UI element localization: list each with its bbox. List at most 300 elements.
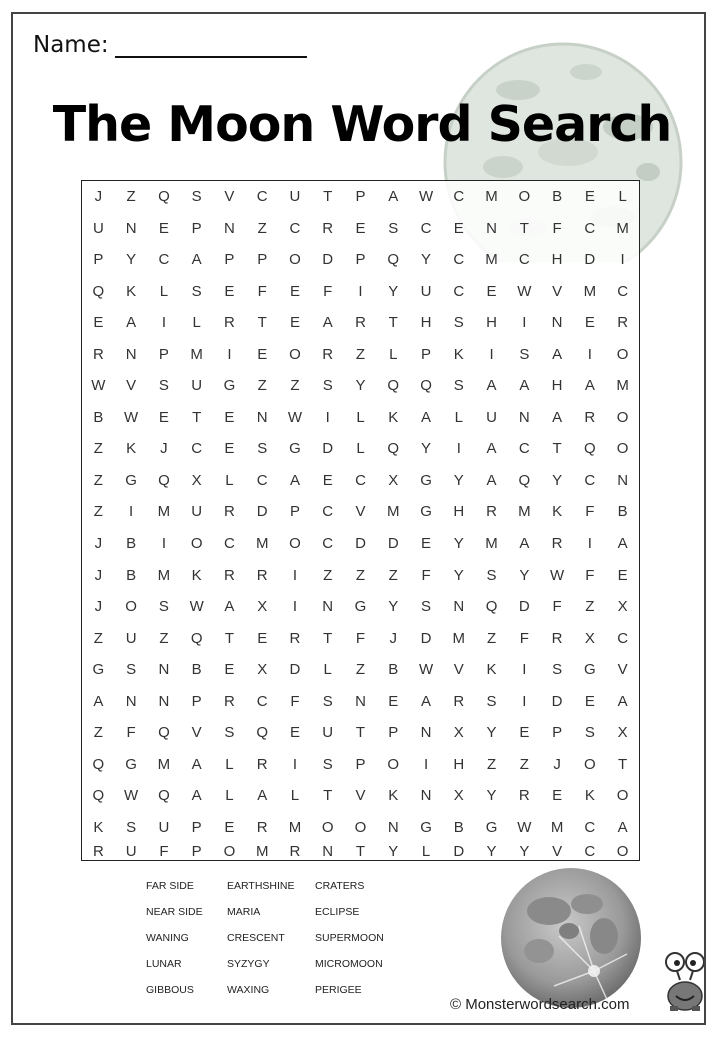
- grid-letter: A: [584, 377, 595, 395]
- grid-letter: R: [224, 692, 235, 710]
- grid-letter: A: [191, 755, 202, 773]
- grid-letter: T: [224, 629, 235, 647]
- word-list-item: ECLIPSE: [315, 906, 360, 918]
- grid-letter: K: [126, 440, 137, 458]
- grid-letter: P: [355, 755, 366, 773]
- grid-letter: D: [387, 535, 399, 553]
- grid-letter: H: [453, 755, 465, 773]
- grid-letter: V: [617, 661, 628, 679]
- grid-letter: C: [289, 219, 301, 237]
- grid-letter: I: [522, 314, 527, 332]
- grid-letter: F: [355, 629, 366, 647]
- grid-letter: Y: [126, 251, 137, 269]
- grid-letter: S: [453, 377, 464, 395]
- grid-letter: Y: [453, 471, 464, 489]
- grid-letter: S: [584, 724, 595, 742]
- grid-letter: N: [355, 692, 366, 710]
- grid-letter: P: [191, 818, 202, 836]
- grid-letter: W: [287, 408, 303, 426]
- grid-letter: G: [223, 377, 236, 395]
- grid-letter: K: [486, 661, 497, 679]
- grid-letter: N: [387, 818, 399, 836]
- grid-letter: I: [522, 692, 527, 710]
- grid-letter: A: [322, 314, 333, 332]
- grid-letter: I: [292, 598, 298, 616]
- grid-letter: C: [322, 535, 334, 553]
- grid-letter: L: [225, 755, 234, 773]
- grid-letter: R: [518, 787, 530, 805]
- grid-letter: B: [93, 408, 104, 426]
- grid-letter: B: [617, 503, 628, 521]
- grid-letter: P: [388, 724, 399, 742]
- grid-letter: M: [616, 377, 629, 395]
- grid-letter: A: [552, 345, 563, 363]
- grid-letter: O: [616, 787, 629, 805]
- grid-letter: H: [453, 503, 465, 521]
- grid-letter: E: [453, 219, 464, 237]
- grid-letter: X: [388, 471, 399, 489]
- grid-letter: Q: [387, 251, 400, 269]
- grid-letter: D: [322, 440, 334, 458]
- grid-letter: Y: [388, 842, 399, 860]
- grid-letter: K: [126, 282, 137, 300]
- grid-letter: S: [519, 345, 530, 363]
- grid-letter: M: [157, 503, 171, 521]
- grid-letter: I: [522, 661, 527, 679]
- grid-letter: J: [94, 566, 103, 584]
- grid-letter: K: [93, 818, 104, 836]
- grid-letter: F: [257, 282, 267, 300]
- grid-letter: P: [355, 188, 366, 206]
- grid-letter: D: [584, 251, 596, 269]
- grid-letter: P: [158, 345, 169, 363]
- grid-letter: P: [191, 219, 202, 237]
- grid-letter: C: [453, 251, 465, 269]
- grid-letter: O: [518, 188, 531, 206]
- grid-letter: E: [158, 219, 169, 237]
- grid-letter: E: [224, 282, 235, 300]
- grid-letter: G: [420, 471, 432, 489]
- grid-letter: B: [191, 661, 202, 679]
- grid-letter: X: [257, 598, 268, 616]
- grid-letter: U: [322, 724, 334, 742]
- word-list-item: WAXING: [227, 984, 270, 996]
- grid-letter: N: [224, 219, 235, 237]
- grid-letter: A: [486, 440, 497, 458]
- grid-letter: L: [389, 345, 398, 363]
- grid-letter: W: [418, 188, 434, 206]
- grid-letter: G: [125, 471, 137, 489]
- grid-letter: Y: [355, 377, 366, 395]
- grid-letter: I: [325, 408, 330, 426]
- grid-letter: R: [551, 535, 563, 553]
- grid-letter: E: [289, 282, 300, 300]
- grid-letter: N: [518, 408, 530, 426]
- grid-letter: T: [552, 440, 562, 458]
- grid-letter: Y: [453, 535, 464, 553]
- grid-letter: K: [552, 503, 563, 521]
- grid-letter: Z: [323, 566, 333, 584]
- grid-letter: C: [224, 535, 235, 553]
- grid-letter: E: [355, 219, 366, 237]
- grid-letter: G: [485, 818, 498, 836]
- grid-letter: D: [453, 842, 465, 860]
- grid-letter: E: [584, 314, 595, 332]
- grid-letter: Z: [93, 471, 103, 489]
- grid-letter: F: [159, 842, 169, 860]
- grid-letter: N: [125, 692, 137, 710]
- grid-letter: E: [257, 345, 268, 363]
- grid-letter: O: [223, 842, 236, 860]
- grid-letter: L: [159, 282, 169, 300]
- grid-letter: P: [93, 251, 104, 269]
- grid-letter: O: [354, 818, 367, 836]
- grid-letter: Q: [584, 440, 596, 458]
- grid-letter: P: [191, 842, 202, 860]
- grid-letter: T: [257, 314, 267, 332]
- grid-letter: H: [551, 377, 563, 395]
- grid-letter: C: [420, 219, 432, 237]
- grid-letter: R: [92, 345, 104, 363]
- grid-letter: T: [323, 188, 333, 206]
- grid-letter: E: [421, 535, 432, 553]
- grid-letter: W: [91, 377, 106, 395]
- grid-letter: M: [157, 566, 171, 584]
- grid-letter: M: [190, 345, 203, 363]
- word-list-item: NEAR SIDE: [146, 906, 203, 918]
- grid-letter: Y: [486, 842, 497, 860]
- grid-letter: R: [486, 503, 497, 521]
- grid-letter: O: [289, 345, 301, 363]
- grid-letter: Z: [585, 598, 595, 616]
- grid-letter: O: [289, 251, 301, 269]
- grid-letter: Z: [355, 345, 366, 363]
- grid-letter: Z: [93, 629, 103, 647]
- grid-letter: S: [552, 661, 563, 679]
- grid-letter: A: [617, 818, 628, 836]
- grid-letter: Z: [486, 629, 497, 647]
- name-write-line: [115, 34, 307, 58]
- grid-letter: F: [519, 629, 529, 647]
- grid-letter: R: [453, 692, 465, 710]
- grid-letter: D: [256, 503, 268, 521]
- grid-letter: J: [160, 440, 168, 458]
- grid-letter: I: [129, 503, 134, 521]
- grid-letter: A: [421, 408, 432, 426]
- word-list-item: PERIGEE: [315, 984, 362, 996]
- grid-letter: I: [358, 282, 363, 300]
- name-field-row: [33, 32, 307, 58]
- grid-letter: R: [256, 566, 268, 584]
- grid-letter: E: [584, 692, 595, 710]
- grid-letter: C: [355, 471, 366, 489]
- grid-letter: F: [552, 219, 562, 237]
- grid-letter: S: [158, 377, 169, 395]
- grid-letter: M: [485, 535, 498, 553]
- grid-letter: G: [92, 661, 105, 679]
- grid-letter: M: [288, 818, 302, 836]
- grid-letter: T: [192, 408, 202, 426]
- grid-letter: V: [552, 842, 563, 860]
- grid-letter: C: [518, 251, 530, 269]
- grid-letter: P: [257, 251, 268, 269]
- grid-letter: U: [191, 377, 203, 395]
- grid-letter: N: [420, 787, 432, 805]
- grid-letter: C: [617, 282, 629, 300]
- grid-letter: Y: [388, 598, 399, 616]
- grid-letter: K: [388, 787, 399, 805]
- grid-letter: R: [224, 566, 235, 584]
- grid-letter: X: [191, 471, 202, 489]
- grid-letter: D: [289, 661, 301, 679]
- grid-letter: G: [354, 598, 367, 616]
- grid-letter: I: [161, 314, 166, 332]
- grid-letter: B: [126, 535, 137, 553]
- grid-letter: L: [323, 661, 332, 679]
- grid-letter: O: [616, 408, 629, 426]
- grid-letter: M: [255, 535, 269, 553]
- grid-letter: Y: [421, 251, 432, 269]
- grid-letter: X: [257, 661, 268, 679]
- grid-letter: N: [617, 471, 629, 489]
- grid-letter: X: [617, 598, 628, 616]
- grid-letter: U: [191, 503, 203, 521]
- grid-letter: W: [124, 787, 139, 805]
- grid-letter: P: [191, 692, 202, 710]
- grid-letter: M: [452, 629, 466, 647]
- grid-letter: N: [256, 408, 268, 426]
- grid-letter: E: [289, 314, 300, 332]
- grid-letter: Z: [290, 377, 300, 395]
- grid-letter: Z: [93, 503, 103, 521]
- name-label: Name:: [33, 32, 109, 58]
- grid-letter: C: [191, 440, 203, 458]
- grid-letter: C: [322, 503, 334, 521]
- grid-letter: U: [125, 842, 137, 860]
- grid-letter: M: [157, 755, 171, 773]
- grid-letter: O: [616, 440, 629, 458]
- grid-letter: P: [289, 503, 300, 521]
- grid-letter: R: [289, 629, 301, 647]
- grid-letter: N: [125, 219, 137, 237]
- grid-letter: O: [321, 818, 334, 836]
- letter-grid: [81, 180, 640, 861]
- grid-letter: Y: [519, 842, 530, 860]
- grid-letter: A: [617, 692, 628, 710]
- grid-letter: V: [453, 661, 464, 679]
- grid-letter: Z: [257, 377, 267, 395]
- grid-letter: A: [486, 377, 497, 395]
- grid-letter: D: [355, 535, 366, 553]
- grid-letter: I: [587, 535, 592, 553]
- grid-letter: P: [224, 251, 235, 269]
- grid-letter: S: [191, 188, 202, 206]
- grid-letter: C: [453, 188, 465, 206]
- grid-letter: A: [289, 471, 300, 489]
- grid-letter: E: [224, 661, 235, 679]
- grid-letter: R: [322, 219, 334, 237]
- grid-letter: S: [257, 440, 268, 458]
- grid-letter: Q: [92, 787, 105, 805]
- grid-letter: F: [421, 566, 431, 584]
- grid-letter: Q: [387, 440, 400, 458]
- grid-letter: G: [289, 440, 301, 458]
- grid-letter: I: [227, 345, 232, 363]
- grid-letter: E: [224, 408, 235, 426]
- grid-letter: R: [256, 818, 268, 836]
- grid-letter: B: [388, 661, 399, 679]
- grid-letter: R: [617, 314, 629, 332]
- grid-letter: P: [355, 251, 366, 269]
- grid-letter: T: [519, 219, 529, 237]
- grid-letter: I: [620, 251, 625, 269]
- grid-letter: N: [158, 661, 170, 679]
- grid-letter: A: [257, 787, 268, 805]
- grid-letter: C: [256, 692, 268, 710]
- grid-letter: A: [617, 535, 628, 553]
- grid-letter: G: [420, 503, 432, 521]
- grid-letter: Z: [388, 566, 398, 584]
- grid-letter: N: [420, 724, 432, 742]
- grid-letter: S: [191, 282, 202, 300]
- grid-letter: V: [355, 503, 366, 521]
- grid-letter: Z: [257, 219, 267, 237]
- grid-letter: C: [518, 440, 530, 458]
- grid-letter: T: [388, 314, 398, 332]
- grid-letter: K: [584, 787, 595, 805]
- grid-letter: Z: [355, 661, 366, 679]
- grid-letter: A: [486, 471, 497, 489]
- grid-letter: O: [289, 535, 301, 553]
- grid-letter: E: [552, 787, 563, 805]
- grid-letter: B: [453, 818, 464, 836]
- grid-letter: I: [292, 755, 298, 773]
- grid-letter: M: [616, 219, 629, 237]
- grid-letter: H: [486, 314, 497, 332]
- grid-letter: M: [550, 818, 564, 836]
- grid-letter: C: [453, 282, 465, 300]
- grid-letter: A: [388, 188, 399, 206]
- grid-letter: F: [552, 598, 562, 616]
- grid-letter: X: [584, 629, 595, 647]
- grid-letter: E: [93, 314, 104, 332]
- grid-letter: A: [519, 535, 530, 553]
- grid-letter: L: [618, 188, 627, 206]
- grid-letter: M: [485, 188, 498, 206]
- grid-letter: L: [225, 471, 234, 489]
- grid-letter: N: [322, 842, 334, 860]
- grid-letter: J: [94, 598, 103, 616]
- grid-letter: U: [125, 629, 137, 647]
- copyright-text: © Monsterwordsearch.com: [450, 996, 630, 1013]
- grid-letter: O: [387, 755, 400, 773]
- grid-letter: Y: [519, 566, 530, 584]
- grid-letter: T: [618, 755, 628, 773]
- grid-letter: Q: [92, 755, 105, 773]
- grid-letter: S: [453, 314, 464, 332]
- grid-letter: T: [355, 724, 366, 742]
- grid-letter: X: [617, 724, 628, 742]
- grid-letter: L: [225, 787, 234, 805]
- word-list-item: EARTHSHINE: [227, 880, 295, 892]
- grid-letter: F: [585, 503, 595, 521]
- grid-letter: A: [519, 377, 530, 395]
- grid-letter: Q: [387, 377, 400, 395]
- grid-letter: C: [158, 251, 170, 269]
- grid-letter: Y: [552, 471, 563, 489]
- grid-letter: E: [519, 724, 530, 742]
- grid-letter: C: [256, 471, 268, 489]
- grid-letter: D: [420, 629, 432, 647]
- grid-letter: L: [290, 787, 300, 805]
- grid-letter: R: [289, 842, 301, 860]
- grid-letter: L: [192, 314, 201, 332]
- word-list-item: MICROMOON: [315, 958, 383, 970]
- grid-letter: H: [420, 314, 432, 332]
- grid-letter: A: [421, 692, 432, 710]
- grid-letter: Z: [519, 755, 529, 773]
- grid-letter: O: [125, 598, 137, 616]
- word-list-item: MARIA: [227, 906, 261, 918]
- word-list-item: WANING: [146, 932, 189, 944]
- grid-letter: E: [388, 692, 399, 710]
- grid-letter: A: [224, 598, 235, 616]
- grid-letter: G: [125, 755, 137, 773]
- grid-letter: G: [584, 661, 596, 679]
- grid-letter: R: [224, 503, 235, 521]
- word-list: [146, 880, 405, 997]
- grid-letter: R: [224, 314, 235, 332]
- grid-letter: O: [584, 755, 596, 773]
- grid-letter: N: [158, 692, 170, 710]
- word-list-item: SUPERMOON: [315, 932, 384, 944]
- grid-letter: G: [420, 818, 432, 836]
- grid-letter: Q: [92, 282, 105, 300]
- grid-letter: S: [224, 724, 235, 742]
- page-title: The Moon Word Search: [52, 96, 672, 153]
- grid-letter: N: [551, 314, 563, 332]
- grid-letter: N: [322, 598, 334, 616]
- grid-letter: W: [418, 661, 434, 679]
- grid-letter: V: [552, 282, 563, 300]
- grid-letter: T: [323, 629, 333, 647]
- grid-letter: I: [161, 535, 166, 553]
- grid-letter: Y: [486, 724, 497, 742]
- grid-letter: Y: [421, 440, 432, 458]
- grid-letter: Y: [486, 787, 497, 805]
- grid-letter: I: [489, 345, 494, 363]
- grid-letter: R: [551, 629, 563, 647]
- grid-letter: V: [355, 787, 366, 805]
- grid-letter: S: [126, 818, 137, 836]
- grid-letter: P: [552, 724, 563, 742]
- grid-letter: I: [423, 755, 429, 773]
- word-list-item: FAR SIDE: [146, 880, 194, 892]
- grid-letter: R: [256, 755, 268, 773]
- grid-letter: I: [456, 440, 461, 458]
- grid-letter: N: [453, 598, 465, 616]
- grid-letter: Z: [93, 440, 103, 458]
- grid-letter: W: [517, 282, 532, 300]
- grid-letter: W: [517, 818, 532, 836]
- grid-letter: J: [94, 535, 103, 553]
- grid-letter: Y: [388, 282, 399, 300]
- grid-letter: E: [584, 188, 595, 206]
- word-list-item: LUNAR: [146, 958, 182, 970]
- grid-letter: Q: [158, 724, 170, 742]
- grid-letter: E: [617, 566, 628, 584]
- grid-letter: Q: [158, 471, 170, 489]
